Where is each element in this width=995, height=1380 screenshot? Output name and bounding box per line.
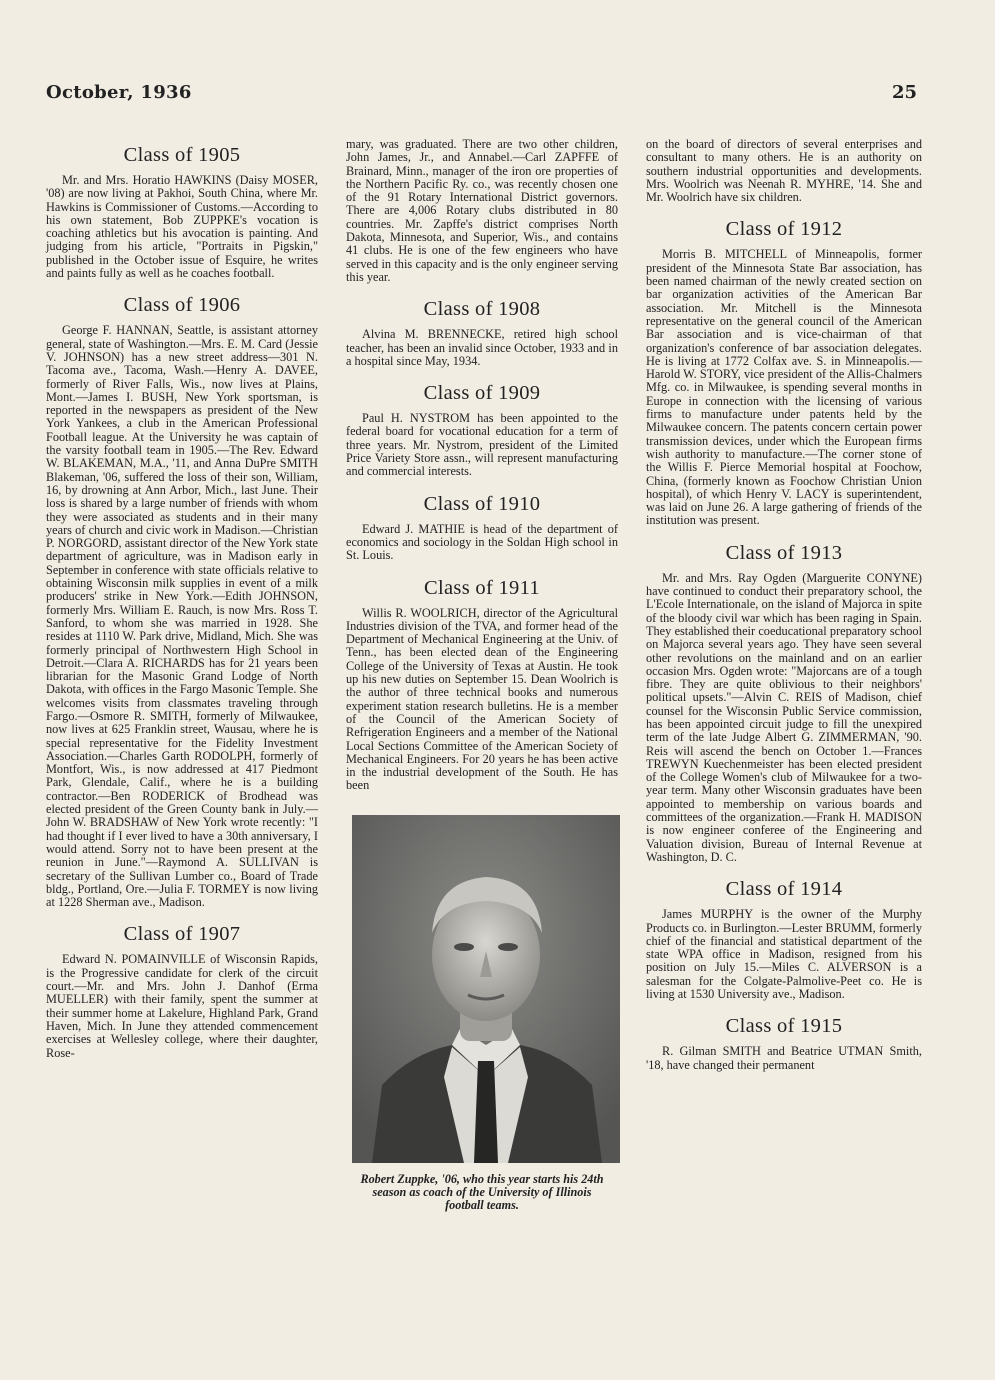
- text-class-1909: Paul H. NYSTROM has been appointed to the federal board for vocational education for a term of three years. Mr. Nystrom, president of the Limited Price Variety Store assn., will represent manufacturing and commercial interests.: [346, 411, 618, 479]
- heading-class-1912: Class of 1912: [725, 218, 843, 241]
- text-class-1907-continued: mary, was graduated. There are two other children, John James, Jr., and Annabel.—Carl ZAPFFE of Brainard, Minn., manager of the iron ore properties of the Northern Pacific Ry. co., was recently chosen one of the 91 Rotary International District governors. There are 4,006 Rotary clubs distributed in 80 countries. Mr. Zapffe's district comprises North Dakota, Minnesota, and Superior, Wis., and contains 41 clubs. He is one of the few engineers who have served in this capacity and is the only engineer serving this year.: [346, 137, 618, 284]
- portrait-illustration: [352, 815, 620, 1163]
- heading-class-1907: Class of 1907: [123, 923, 241, 946]
- heading-class-1909: Class of 1909: [423, 382, 541, 405]
- column-right: [646, 138, 922, 1072]
- heading-class-1911: Class of 1911: [424, 576, 540, 599]
- text-class-1911-continued: on the board of directors of several enterprises and consultant to many others. He is an authority on southern industrial opportunities and developments. Mrs. Woolrich was Neenah R. MYHRE, '14. She and Mr. Woolrich have six children.: [646, 137, 922, 205]
- column-left: [46, 138, 318, 1060]
- photo-caption: Robert Zuppke, '06, who this year starts his 24th season as coach of the University of Illinois football teams.: [360, 1171, 604, 1212]
- text-class-1913: Mr. and Mrs. Ray Ogden (Marguerite CONYNE) have continued to conduct their preparatory school, the L'Ecole Internationale, on the island of Majorca in spite of the bloody civil war which has been raging in Spain. They established their coeducational preparatory school on Majorca several years ago. They have seen several other revolutions on the mainland and on an earlier occasion Mrs. Ogden wrote: "Majorcans are of a tough fibre. They are quite oblivious to their neighbors' political upsets."—Alvin C. REIS of Madison, chief counsel for the Wisconsin Public Service commission, has been appointed circuit judge to fill the unexpired term of the late Judge Albert G. ZIMMERMAN, '90. Reis will ascend the bench on October 1.—Frances TREWYN Kuechenmeister has been elected president of the College Women's club of Milwaukee for a two-year term. Many other Wisconsin graduates have been appointed to membership on various boards and committees of the organization.—Frank H. MADISON is now engineer conferee of the Engineering and Valuation division, Bureau of Internal Revenue at Washington, D. C.: [646, 570, 922, 864]
- page-header: [46, 82, 917, 112]
- heading-class-1905: Class of 1905: [123, 144, 241, 166]
- text-class-1912: Morris B. MITCHELL of Minneapolis, former president of the Minnesota State Bar association, has been named chairman of the newly created section on bar organization activities of the American Bar association. Mr. Mitchell is the Minnesota representative on the general council of the American Bar association and is vice-chairman of that organization's conference of bar association delegates. He is living at 1772 Colfax ave. S. in Minneapolis.—Harold W. STORY, vice president of the Allis-Chalmers Mfg. co. in Milwaukee, is spending several months in Europe in connection with the licensing of various firms to manufacture under patents held by the Milwaukee concern. The patents concern certain power transmission devices, under which the European firms wish authority to manufacture.—The corner stone of the Willis F. Pierce Memorial hospital at Foochow, China, (formerly known as Foochow Christian Union hospital), of which Henry V. LACY is superintendent, was laid on June 26. A large gathering of friends of the institution was present.: [646, 247, 922, 528]
- text-class-1914: James MURPHY is the owner of the Murphy Products co. in Burlington.—Lester BRUMM, formerly chief of the financial and statistical department of the state WPA office in Madison, resigned from his position on July 15.—Miles C. ALVERSON is a salesman for the Colgate-Palmolive-Peet co. He is living at 1530 University ave., Madison.: [646, 907, 922, 1002]
- heading-class-1910: Class of 1910: [423, 492, 541, 515]
- heading-class-1915: Class of 1915: [725, 1015, 843, 1038]
- heading-class-1906: Class of 1906: [123, 294, 241, 317]
- text-class-1915: R. Gilman SMITH and Beatrice UTMAN Smith, '18, have changed their permanent: [646, 1044, 922, 1072]
- page-number: 25: [891, 82, 917, 103]
- issue-date: October, 1936: [46, 82, 192, 103]
- portrait-photo: [352, 815, 620, 1163]
- text-class-1906: George F. HANNAN, Seattle, is assistant attorney general, state of Washington.—Mrs. E. M. Card (Jessie V. JOHNSON) has a new street address—301 N. Tacoma ave., Tacoma, Wash.—Henry A. DAVEE, formerly of River Falls, Wis., now lives at Plains, Mont.—James I. BUSH, New York sportsman, is reported in the newspapers as president of the New York Yankees, a club in the American Professional Football league. At the University he was captain of the varsity football team in 1905.—The Rev. Edward W. BLAKEMAN, M.A., '11, and Anna DuPre SMITH Blakeman, '06, suffered the loss of their son, William, 16, by drowning at Ann Arbor, Mich., last June. Their loss is shared by a large number of friends with whom they were associated as students and in their many years of church and civic work in Madison.—Christian P. NORGORD, assistant director of the New York state department of agriculture, was in Madison early in September in conference with state officials relative to obtaining Wisconsin milk supplies in event of a milk producers' strike in New York.—Edith JOHNSON, formerly Mrs. William E. Rauch, is now Mrs. Ross T. Sanford, to whom she was married in 1928. She resides at 1110 W. Park drive, Midland, Mich. She was formerly principal of Northwestern High School in Detroit.—Clara A. RICHARDS has for 21 years been librarian for the Masonic Grand Lodge of North Dakota, with offices in the Fargo Masonic Temple. She welcomes visits from classmates traveling through Fargo.—Osmore R. SMITH, formerly of Milwaukee, now lives at 625 Franklin street, Wausau, where he is special representative for the Fidelity Investment Association.—Charles Garth RODOLPH, formerly of Montfort, Wis., is now addressed at 417 Piedmont Park, Glendale, Calif., where he is a building contractor.—Ben RODERICK of Brodhead was elected president of the Green County bank in July.—John W. BRADSHAW of New York wrote recently: "I had thought if I ever lived to have a 30th anniversary, I would attend. Sorry not to have been present at the reunion in June."—Raymond A. SULLIVAN is secretary of the Sullivan Lumber co., Board of Trade bldg., Portland, Ore.—Julia F. TORMEY is now living at 1228 Sherman ave., Madison.: [46, 323, 318, 910]
- text-class-1911: Willis R. WOOLRICH, director of the Agricultural Industries division of the TVA, and former head of the Department of Mechanical Engineering at the Univ. of Tenn., has been elected dean of the Engineering College of the University of Texas at Austin. He took up his new duties on September 15. Dean Woolrich is the author of three technical books and numerous experiment station research bulletins. He is a member of the Council of the American Society of Refrigeration Engineers and a member of the National Local Sections Committee of the American Society of Mechanical Engineers. For 20 years he has been active in the industrial development of the South. He has been: [346, 605, 618, 793]
- heading-class-1908: Class of 1908: [423, 298, 541, 321]
- heading-class-1914: Class of 1914: [725, 878, 843, 901]
- text-class-1907: Edward N. POMAINVILLE of Wisconsin Rapids, is the Progressive candidate for clerk of the circuit court.—Mr. and Mrs. John J. Danhof (Erma MUELLER) with their family, spent the summer at their summer home at Lakelure, Highland Park, Grand Haven, Mich. In June they attended commencement exercises at Wellesley college, where their daughter, Rose-: [46, 952, 318, 1060]
- text-class-1908: Alvina M. BRENNECKE, retired high school teacher, has been an invalid since October, 1933 and in a hospital since May, 1934.: [346, 327, 618, 368]
- text-class-1910: Edward J. MATHIE is head of the department of economics and sociology in the Soldan High school in St. Louis.: [346, 521, 618, 563]
- heading-class-1913: Class of 1913: [725, 541, 843, 564]
- column-middle: [346, 138, 618, 1212]
- text-class-1905: Mr. and Mrs. Horatio HAWKINS (Daisy MOSER, '08) are now living at Pakhoi, South China, where Mr. Hawkins is Commissioner of Customs.—According to his own statement, Bob ZUPPKE's vocation is coaching athletics but his avocation is painting. And judging from his article, "Portraits in Pigskin," published in the October issue of Esquire, he writes and paints fully as well as he coaches football.: [46, 173, 318, 281]
